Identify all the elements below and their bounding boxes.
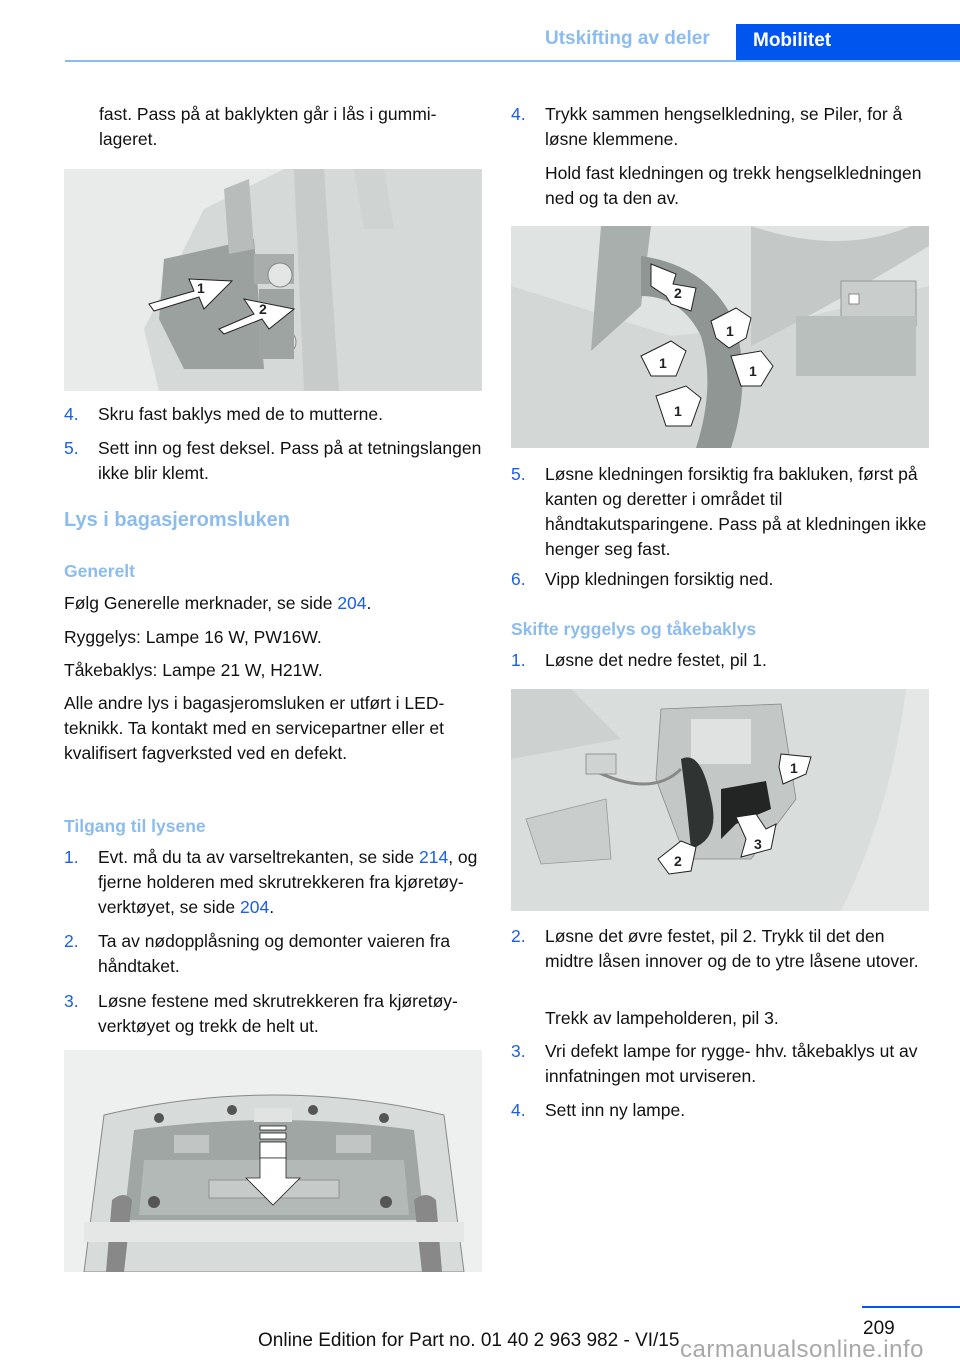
fog-light-spec: Tåkebaklys: Lampe 21 W, H21W. <box>64 660 323 680</box>
svg-text:1: 1 <box>659 355 667 371</box>
step-number: 5. <box>511 464 526 484</box>
intro-text <box>99 102 484 152</box>
svg-text:1: 1 <box>726 323 734 339</box>
step-4-extra: Hold fast kledningen og trekk hengselkledningen ned og ta den av. <box>545 163 922 208</box>
step-text: Løsne kledningen forsiktig fra bakluken, først på kanten og deretter i området til håndtakutsparingene. Pass på at kledningen ikke henger seg fast. <box>545 464 927 559</box>
section-heading: Lys i bagasjeromsluken <box>64 509 291 531</box>
step-number: 1. <box>511 650 526 670</box>
text-part: . <box>269 897 275 917</box>
footer-divider <box>862 1306 960 1308</box>
step-text: Løsne festene med skrutrekkeren fra kjøretøy-verktøyet og trekk de helt ut. <box>98 991 458 1036</box>
svg-text:1: 1 <box>197 280 205 296</box>
step-text: Trykk sammen hengselkledning, se Piler, for å løsne klemmene. <box>545 104 903 149</box>
svg-text:2: 2 <box>674 853 682 869</box>
page-number: 209 <box>863 1318 895 1339</box>
step-number: 4. <box>511 1100 526 1120</box>
general-reference <box>64 591 482 616</box>
svg-text:2: 2 <box>674 285 682 301</box>
step-number: 3. <box>64 991 79 1011</box>
step-text: Sett inn ny lampe. <box>545 1100 686 1120</box>
text-part: , og fjerne holderen med skrutrekkeren fra kjøretøy-verktøyet, se side <box>98 847 478 917</box>
list-item-step-4-right <box>511 102 931 152</box>
step-number: 6. <box>511 569 526 589</box>
general-text: Følg Generelle merknader, se side <box>64 593 338 613</box>
step-text: Ta av nødopplåsning og demonter vaieren fra håndtaket. <box>98 931 451 976</box>
list-item-replace-4 <box>511 1098 931 1123</box>
subheading-access: Tilgang til lysene <box>64 816 206 836</box>
header-section-title: Utskifting av deler <box>545 28 710 49</box>
svg-text:1: 1 <box>749 363 757 379</box>
intro-line-1: fast. Pass på at baklykten går i lås i gummi- <box>99 104 437 124</box>
step-number: 3. <box>511 1041 526 1061</box>
list-item-step-6-right <box>511 567 931 592</box>
step-text: Sett inn og fest deksel. Pass på at tetningslangen ikke blir klemt. <box>98 438 482 483</box>
replace-2-extra: Trekk av lampeholderen, pil 3. <box>545 1008 779 1028</box>
period: . <box>366 593 372 613</box>
list-item-replace-3 <box>511 1039 931 1089</box>
led-note: Alle andre lys i bagasjeromsluken er utført i LED-teknikk. Ta kontakt med en servicepartner eller et kvalifisert fagverksted ved en defekt. <box>64 693 445 763</box>
list-item-access-2 <box>64 929 482 979</box>
page-link-204[interactable]: 204 <box>240 897 270 917</box>
svg-text:2: 2 <box>259 301 267 317</box>
figure-trunk-lid-arrow <box>64 1050 482 1272</box>
list-item-access-3 <box>64 989 482 1039</box>
step-text: Løsne det nedre festet, pil 1. <box>545 650 767 670</box>
page-link-204[interactable]: 204 <box>337 593 367 613</box>
svg-text:1: 1 <box>674 403 682 419</box>
edition-text: Online Edition for Part no. 01 40 2 963 982 - VI/15 <box>258 1330 680 1351</box>
figure-hinge-cover-arrows <box>511 226 929 448</box>
step-text: Vri defekt lampe for rygge- hhv. tåkebaklys ut av innfatningen mot urviseren. <box>545 1041 918 1086</box>
subheading-general: Generelt <box>64 561 135 581</box>
list-item-replace-2 <box>511 924 931 974</box>
header-divider <box>65 60 960 62</box>
step-number: 1. <box>64 847 79 867</box>
step-text: Løsne det øvre festet, pil 2. Trykk til det den midtre låsen innover og de to ytre låsene utover. <box>545 926 919 971</box>
svg-text:1: 1 <box>790 760 798 776</box>
list-item-access-1 <box>64 845 482 920</box>
step-text: Skru fast baklys med de to mutterne. <box>98 404 383 424</box>
svg-text:3: 3 <box>754 836 762 852</box>
reverse-light-spec: Ryggelys: Lampe 16 W, PW16W. <box>64 627 322 647</box>
list-item-step-5-right <box>511 462 931 562</box>
step-text: Vipp kledningen forsiktig ned. <box>545 569 774 589</box>
header-chapter-tab: Mobilitet <box>736 24 960 62</box>
step-text <box>98 845 482 920</box>
figure-tail-light-arrows <box>64 169 482 391</box>
step-number: 2. <box>64 931 79 951</box>
watermark: carmanualsonline.info <box>680 1336 924 1362</box>
figure-lamp-holder-arrows <box>511 689 929 911</box>
step-number: 5. <box>64 438 79 458</box>
page-link-214[interactable]: 214 <box>419 847 449 867</box>
step-number: 4. <box>511 104 526 124</box>
step-number: 2. <box>511 926 526 946</box>
intro-line-2: lageret. <box>99 129 158 149</box>
step-number: 4. <box>64 404 79 424</box>
list-item-step-5 <box>64 436 482 486</box>
subheading-replace: Skifte ryggelys og tåkebaklys <box>511 619 757 639</box>
list-item-step-4 <box>64 402 482 427</box>
text-part: Evt. må du ta av varseltrekanten, se side <box>98 847 419 867</box>
list-item-replace-1 <box>511 648 931 673</box>
